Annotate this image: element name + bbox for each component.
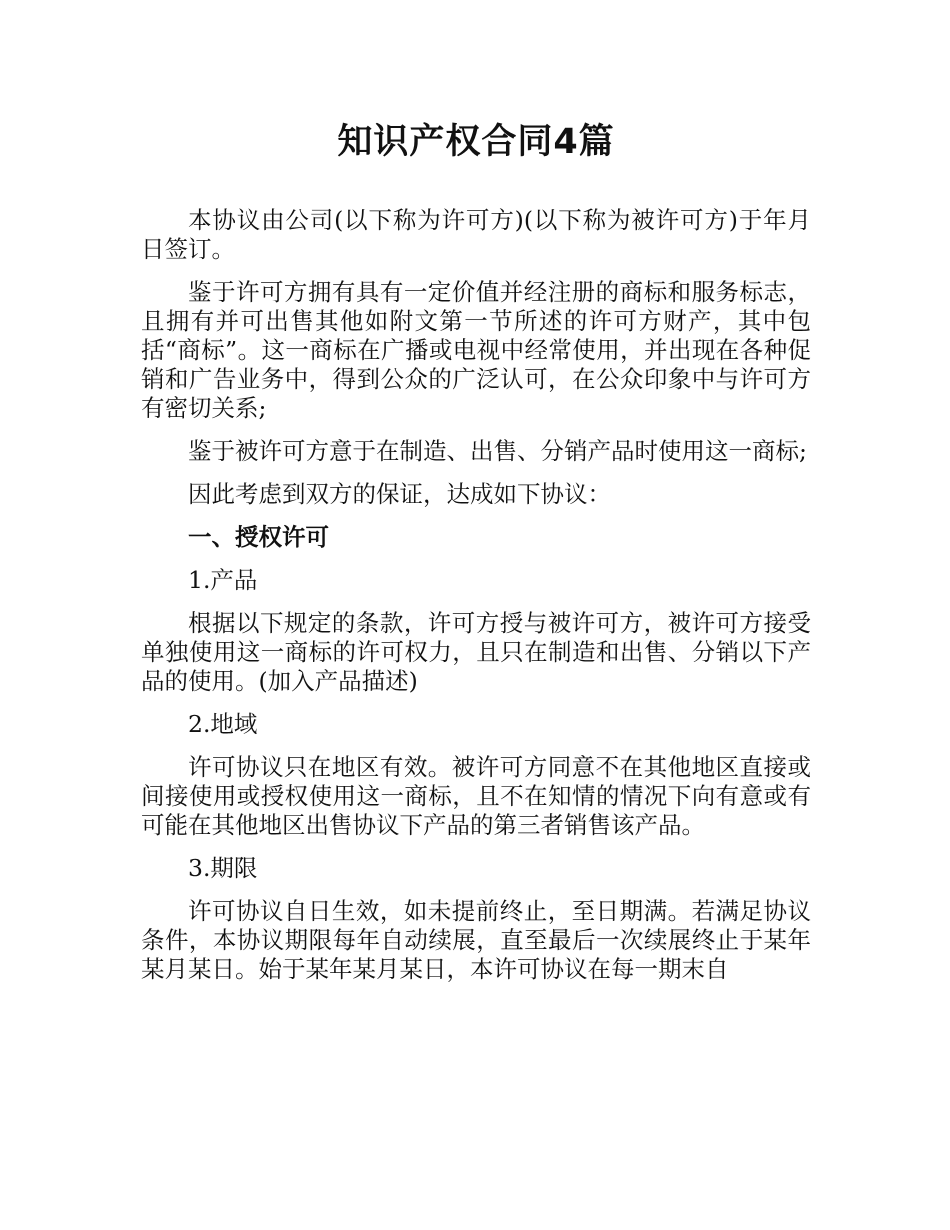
paragraph-territory: 许可协议只在地区有效。被许可方同意不在其他地区直接或间接使用或授权使用这一商标，且不在知情的情况下向有意或有可能在其他地区出售协议下产品的第三者销售该产品。: [141, 753, 811, 839]
paragraph-whereas-licensee: 鉴于被许可方意于在制造、出售、分销产品时使用这一商标;: [188, 437, 807, 465]
document-body: [141, 206, 811, 998]
document-page: [141, 0, 811, 1230]
document-title: 知识产权合同4篇: [337, 122, 615, 162]
paragraph-agreement: 因此考虑到双方的保证，达成如下协议：: [188, 480, 611, 508]
paragraph-product: 根据以下规定的条款，许可方授与被许可方，被许可方接受单独使用这一商标的许可权力，且只在制造和出售、分销以下产品的使用。(加入产品描述): [141, 609, 811, 695]
clause-label-territory: 2.地域: [188, 710, 258, 738]
clause-label-product: 1.产品: [188, 566, 258, 594]
paragraph-term: 许可协议自日生效，如未提前终止，至日期满。若满足协议条件，本协议期限每年自动续展，直至最后一次续展终止于某年某月某日。始于某年某月某日，本许可协议在每一期末自: [141, 897, 811, 983]
section-heading-grant: 一、授权许可: [188, 523, 329, 551]
paragraph-intro: 本协议由公司(以下称为许可方)(以下称为被许可方)于年月日签订。: [141, 206, 811, 263]
paragraph-whereas-trademark: 鉴于许可方拥有具有一定价值并经注册的商标和服务标志，且拥有并可出售其他如附文第一节所述的许可方财产，其中包括“商标”。这一商标在广播或电视中经常使用，并出现在各种促销和广告业务中，得到公众的广泛认可，在公众印象中与许可方有密切关系;: [141, 278, 811, 422]
clause-label-term: 3.期限: [188, 854, 258, 882]
